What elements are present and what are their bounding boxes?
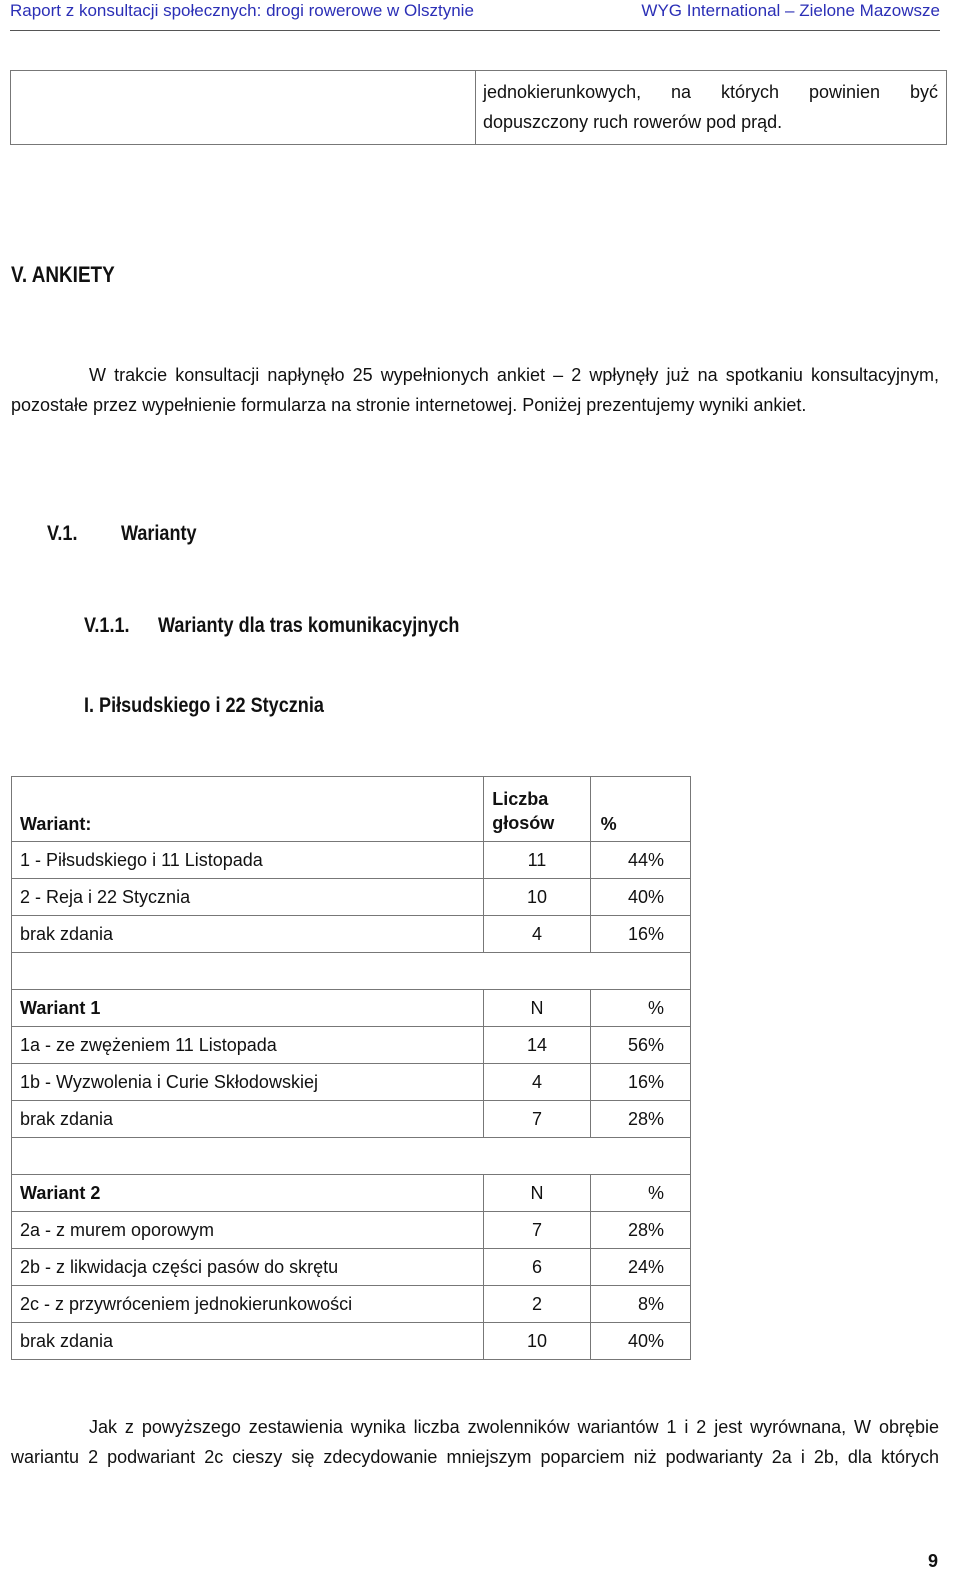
page-number: 9 — [927, 1551, 938, 1571]
page-header — [10, 0, 940, 31]
cell-count: 4 — [484, 1064, 590, 1101]
cell-percent: 24% — [590, 1249, 690, 1286]
table-row — [12, 1286, 691, 1323]
table-row — [12, 1323, 691, 1360]
subsection-heading-v11 — [84, 614, 459, 638]
cell-percent: 16% — [590, 1064, 690, 1101]
cell-label: brak zdania — [12, 1323, 484, 1360]
table-row — [12, 1249, 691, 1286]
header-report-title: Raport z konsultacji społecznych: drogi rowerowe w Olsztynie — [10, 1, 474, 20]
table-row — [12, 916, 691, 953]
spacer-cell — [12, 953, 691, 990]
cell-label: brak zdania — [12, 1101, 484, 1138]
cell-label: 2a - z murem oporowym — [12, 1212, 484, 1249]
table-row — [12, 842, 691, 879]
continued-table — [10, 70, 947, 145]
survey-results-table — [11, 776, 691, 1360]
cell-count: 2 — [484, 1286, 590, 1323]
cell-percent: 8% — [590, 1286, 690, 1323]
cell-percent: % — [590, 1175, 690, 1212]
cell-label: Wariant 1 — [12, 990, 484, 1027]
table-row — [12, 1101, 691, 1138]
intro-paragraph: W trakcie konsultacji napłynęło 25 wypełnionych ankiet – 2 wpłynęły już na spotkaniu konsultacyjnym, pozostałe przez wypełnienie formularza na stronie internetowej. Poniżej prezentujemy wyniki ankiet. — [11, 365, 939, 415]
cell-count: 10 — [484, 879, 590, 916]
subsection-title: Warianty — [120, 522, 197, 545]
cell-percent: 28% — [590, 1212, 690, 1249]
cell-percent: % — [590, 990, 690, 1027]
cell-count: 10 — [484, 1323, 590, 1360]
cell-label: 2 - Reja i 22 Stycznia — [12, 879, 484, 916]
conclusion-paragraph: Jak z powyższego zestawienia wynika liczba zwolenników wariantów 1 i 2 jest wyrównana, W obrębie wariantu 2 podwariant 2c cieszy się zdecydowanie mniejszym poparciem niż podwarianty 2a i 2b, dla których — [11, 1417, 939, 1467]
cell-percent: 40% — [590, 879, 690, 916]
table-row — [12, 879, 691, 916]
cell-percent: 44% — [590, 842, 690, 879]
route-heading: I. Piłsudskiego i 22 Stycznia — [84, 694, 324, 717]
table-row — [12, 1027, 691, 1064]
header-votes-line2: głosów — [492, 813, 555, 833]
subsection-number: V.1.1. — [84, 614, 130, 637]
table-column-divider — [475, 71, 476, 144]
cell-label: 2b - z likwidacja części pasów do skrętu — [12, 1249, 484, 1286]
header-variant: Wariant: — [12, 777, 484, 842]
cell-percent: 56% — [590, 1027, 690, 1064]
cell-label: Wariant 2 — [12, 1175, 484, 1212]
section-title: V. ANKIETY — [11, 262, 115, 287]
cell-percent: 40% — [590, 1323, 690, 1360]
spacer-row — [12, 953, 691, 990]
cell-label: 1b - Wyzwolenia i Curie Skłodowskiej — [12, 1064, 484, 1101]
table-row — [12, 1064, 691, 1101]
table-row — [12, 1212, 691, 1249]
table-cell-text: jednokierunkowych, na których powinien być dopuszczony ruch rowerów pod prąd. — [483, 82, 938, 132]
subsection-heading-v1 — [47, 522, 197, 546]
header-votes — [484, 777, 590, 842]
header-percent: % — [590, 777, 690, 842]
group-header-row — [12, 990, 691, 1027]
cell-count: 11 — [484, 842, 590, 879]
cell-count: 6 — [484, 1249, 590, 1286]
cell-label: 2c - z przywróceniem jednokierunkowości — [12, 1286, 484, 1323]
cell-count: 4 — [484, 916, 590, 953]
cell-percent: 16% — [590, 916, 690, 953]
group-header-row — [12, 1175, 691, 1212]
spacer-cell — [12, 1138, 691, 1175]
cell-count: 7 — [484, 1212, 590, 1249]
subsection-title: Warianty dla tras komunikacyjnych — [157, 614, 460, 637]
cell-count: 7 — [484, 1101, 590, 1138]
cell-percent: 28% — [590, 1101, 690, 1138]
header-votes-line1: Liczba — [492, 789, 549, 809]
header-authors: WYG International – Zielone Mazowsze — [641, 1, 940, 20]
spacer-row — [12, 1138, 691, 1175]
cell-count: 14 — [484, 1027, 590, 1064]
cell-count: N — [484, 990, 590, 1027]
cell-label: brak zdania — [12, 916, 484, 953]
cell-count: N — [484, 1175, 590, 1212]
table-header-row — [12, 777, 691, 842]
cell-label: 1 - Piłsudskiego i 11 Listopada — [12, 842, 484, 879]
cell-label: 1a - ze zwężeniem 11 Listopada — [12, 1027, 484, 1064]
subsection-number: V.1. — [47, 522, 78, 545]
